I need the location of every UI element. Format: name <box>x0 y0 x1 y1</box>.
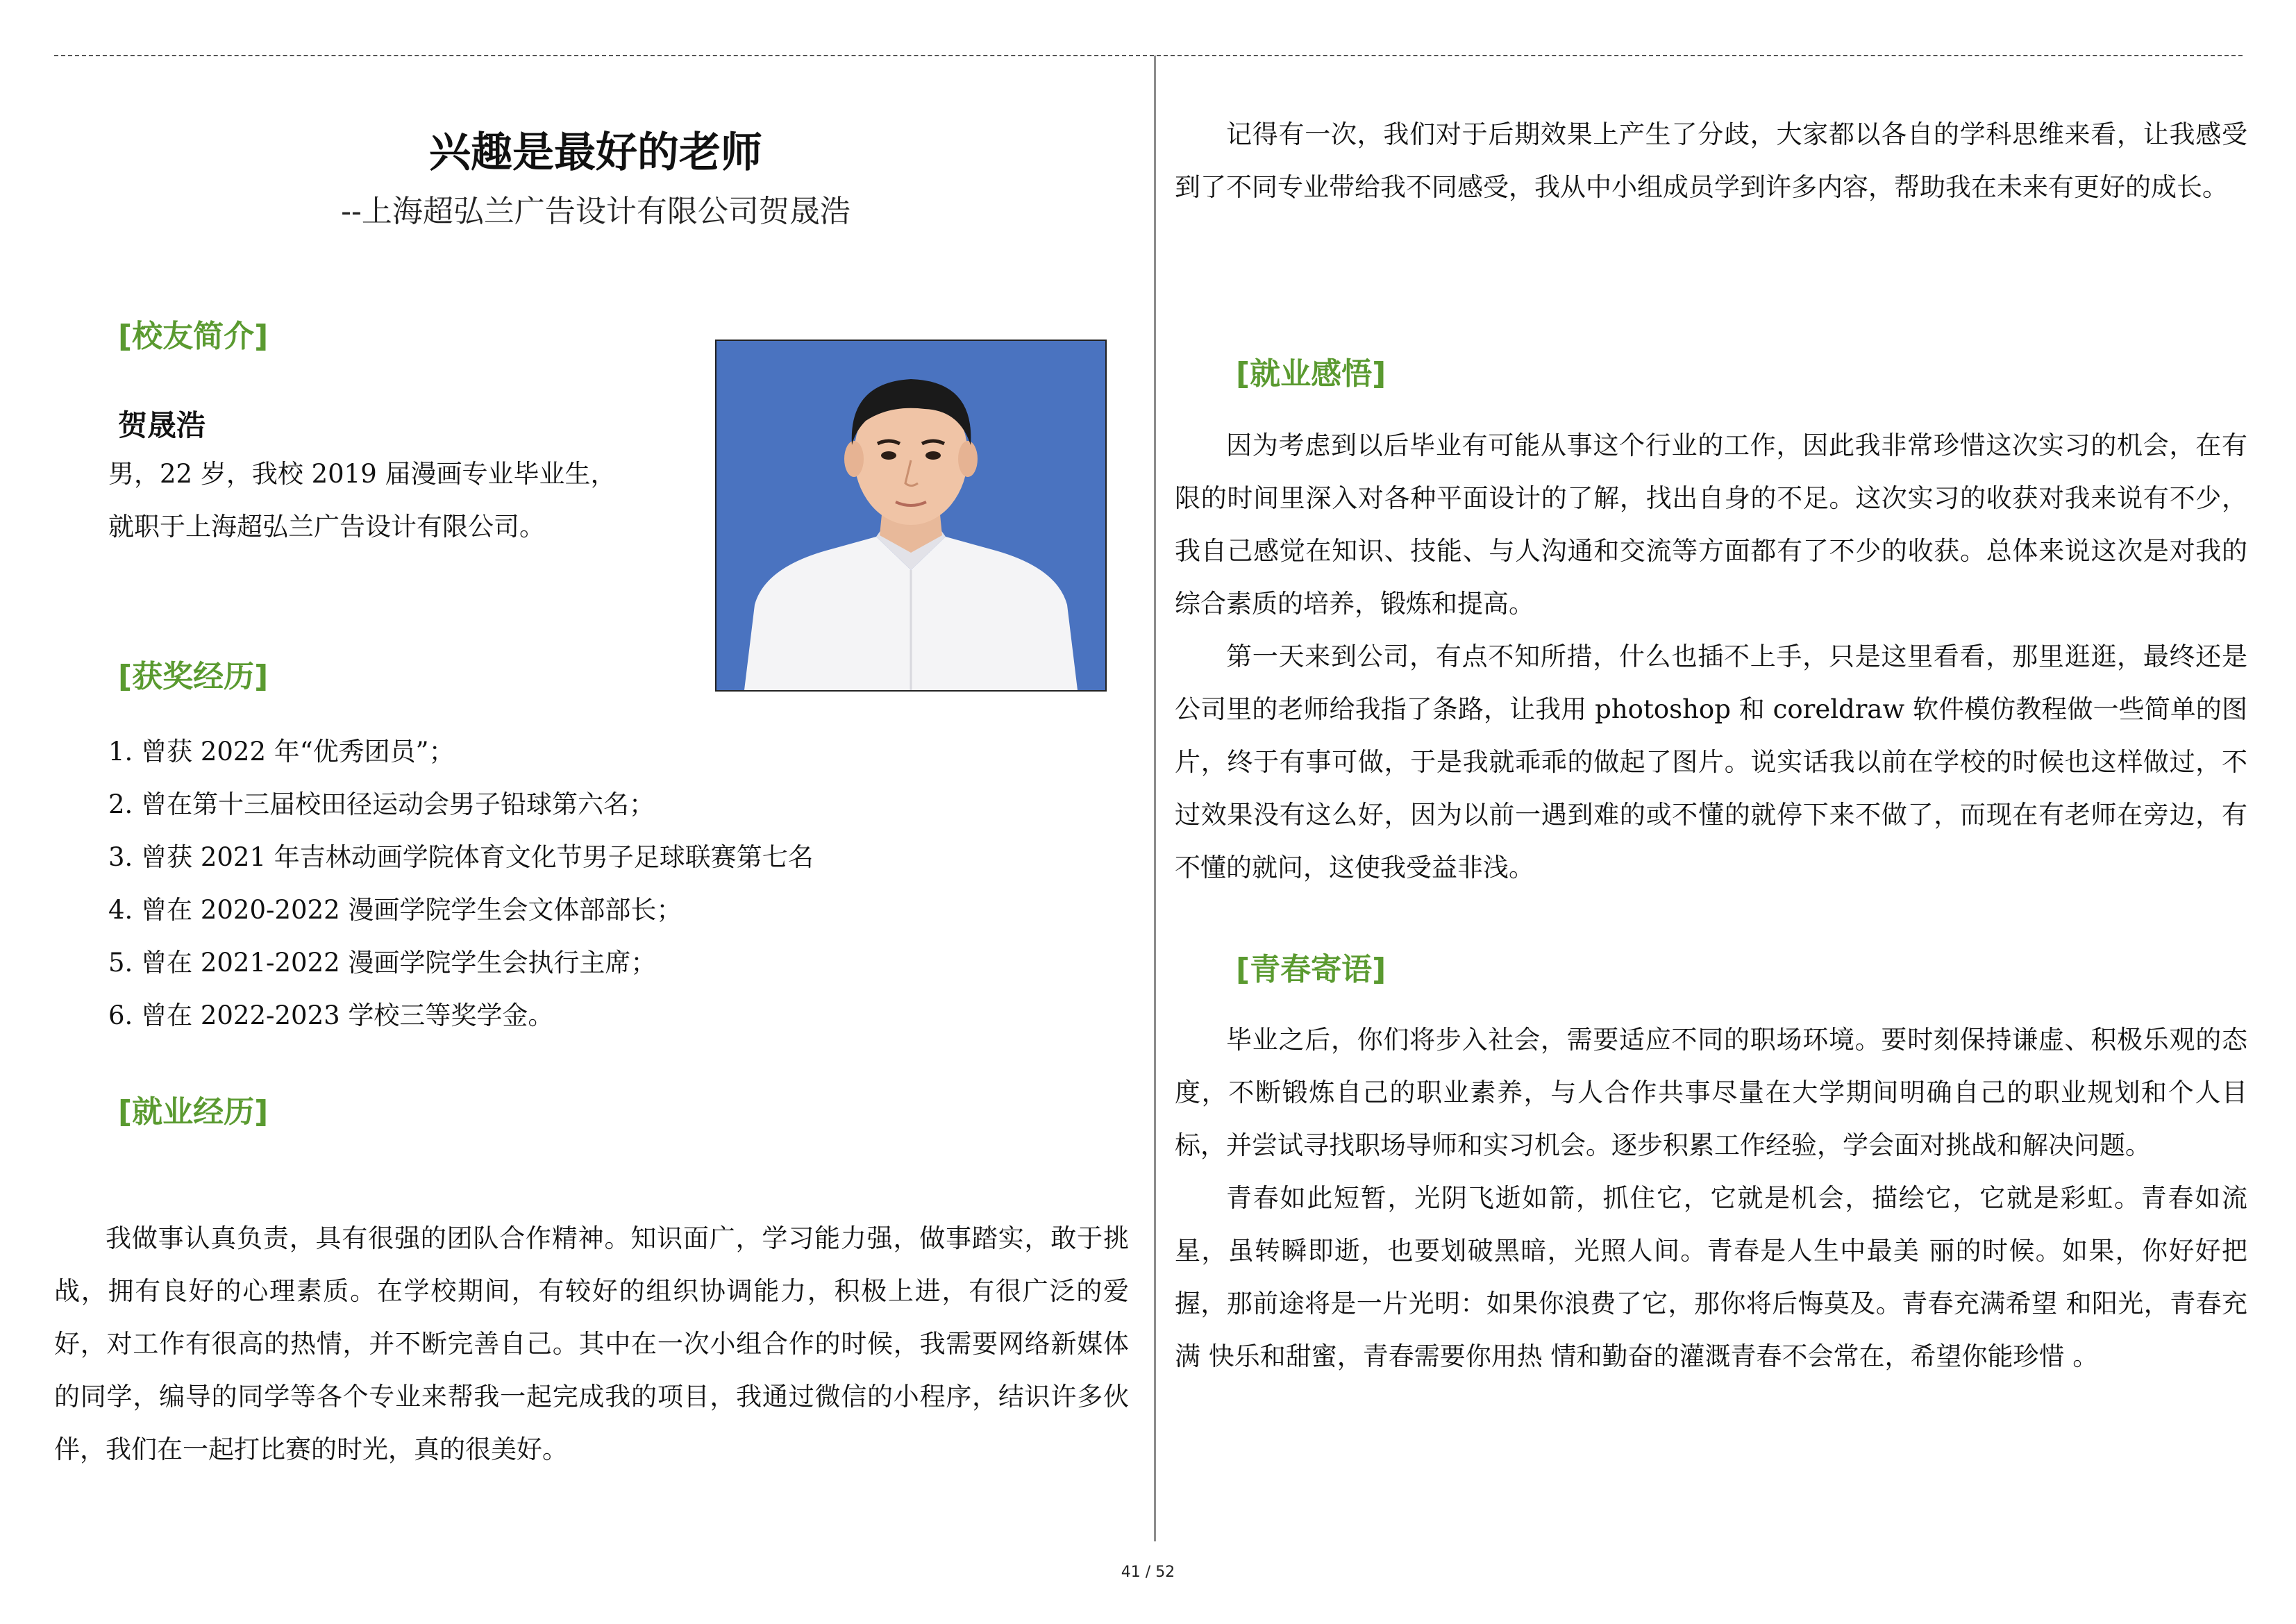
award-item: 2. 曾在第十三届校田径运动会男子铅球第六名； <box>108 789 655 819</box>
heading-work: [就业经历] <box>118 1094 269 1130</box>
right-column <box>1175 56 2247 1514</box>
heading-message: [青春寄语] <box>1236 952 1386 987</box>
message-text-1: 毕业之后，你们将步入社会，需要适应不同的职场环境。要时刻保持谦虚、积极乐观的态度，不断锻炼自己的职业素养，与人合作共事尽量在大学期间明确自己的职业规划和个人目标，并尝试寻找职场导师和实习机会。逐步积累工作经验，学会面对挑战和解决问题。 <box>1175 1025 2247 1160</box>
alumni-photo <box>715 340 1107 692</box>
heading-insight: [就业感悟] <box>1236 356 1386 392</box>
award-item: 1. 曾获 2022 年“优秀团员”； <box>108 737 455 767</box>
award-item: 6. 曾在 2022-2023 学校三等奖学金。 <box>108 1001 554 1030</box>
page-subtitle: --上海超弘兰广告设计有限公司贺晟浩 <box>341 194 850 229</box>
column-divider <box>1154 56 1156 1541</box>
page-title: 兴趣是最好的老师 <box>429 128 762 177</box>
profile-line-2: 就职于上海超弘兰广告设计有限公司。 <box>108 512 545 542</box>
left-column <box>54 56 1137 1514</box>
heading-profile: [校友简介] <box>118 319 269 354</box>
award-item: 3. 曾获 2021 年吉林动画学院体育文化节男子足球联赛第七名 <box>108 842 814 872</box>
message-paragraphs <box>1175 1014 2247 1383</box>
work-paragraph <box>54 1212 1129 1476</box>
page-number: 41 / 52 <box>1121 1564 1175 1581</box>
heading-awards: [获奖经历] <box>118 659 269 694</box>
intro-text: 记得有一次，我们对于后期效果上产生了分歧，大家都以各自的学科思维来看，让我感受到了不同专业带给我不同感受，我从中小组成员学到许多内容，帮助我在未来有更好的成长。 <box>1175 119 2247 202</box>
intro-paragraph <box>1175 108 2247 214</box>
message-text-2: 青春如此短暂，光阴飞逝如箭，抓住它，它就是机会，描绘它，它就是彩虹。青春如流星，虽转瞬即逝，也要划破黑暗，光照人间。青春是人生中最美 丽的时候。如果，你好好把握，那前途将是一片光明：如果你浪费了它，那你将后悔莫及。青春充满希望 和阳光，青春充满 快乐和甜蜜，青春需要你用热 情和勤奋的灌溉青春不会常在，希望你能珍惜 。 <box>1175 1183 2247 1371</box>
insight-text-1: 因为考虑到以后毕业有可能从事这个行业的工作，因此我非常珍惜这次实习的机会，在有限的时间里深入对各种平面设计的了解，找出自身的不足。这次实习的收获对我来说有不少，我自己感觉在知识、技能、与人沟通和交流等方面都有了不少的收获。总体来说这次是对我的综合素质的培养，锻炼和提高。 <box>1175 430 2247 619</box>
insight-paragraphs <box>1175 419 2247 894</box>
portrait-image <box>717 341 1105 690</box>
award-item: 5. 曾在 2021-2022 漫画学院学生会执行主席； <box>108 948 657 978</box>
work-text: 我做事认真负责，具有很强的团队合作精神。知识面广，学习能力强，做事踏实，敢于挑战，拥有良好的心理素质。在学校期间，有较好的组织协调能力，积极上进，有很广泛的爱好，对工作有很高的热情，并不断完善自己。其中在一次小组合作的时候，我需要网络新媒体的同学，编导的同学等各个专业来帮我一起完成我的项目，我通过微信的小程序，结识许多伙伴，我们在一起打比赛的时光，真的很美好。 <box>54 1223 1129 1464</box>
alumni-name: 贺晟浩 <box>118 408 206 442</box>
profile-line-1: 男，22 岁，我校 2019 届漫画专业毕业生， <box>108 459 617 489</box>
award-item: 4. 曾在 2020-2022 漫画学院学生会文体部部长； <box>108 895 682 925</box>
insight-text-2: 第一天来到公司，有点不知所措，什么也插不上手，只是这里看看，那里逛逛，最终还是公司里的老师给我指了条路，让我用 photoshop 和 coreldraw 软件模仿教程做一些简单的图片，终于有事可做，于是我就乖乖的做起了图片。说实话我以前在学校的时候也这样做过，不过效果没有这么好，因为以前一遇到难的或不懂的就停下来不做了，而现在有老师在旁边，有不懂的就问，这使我受益非浅。 <box>1175 642 2247 882</box>
